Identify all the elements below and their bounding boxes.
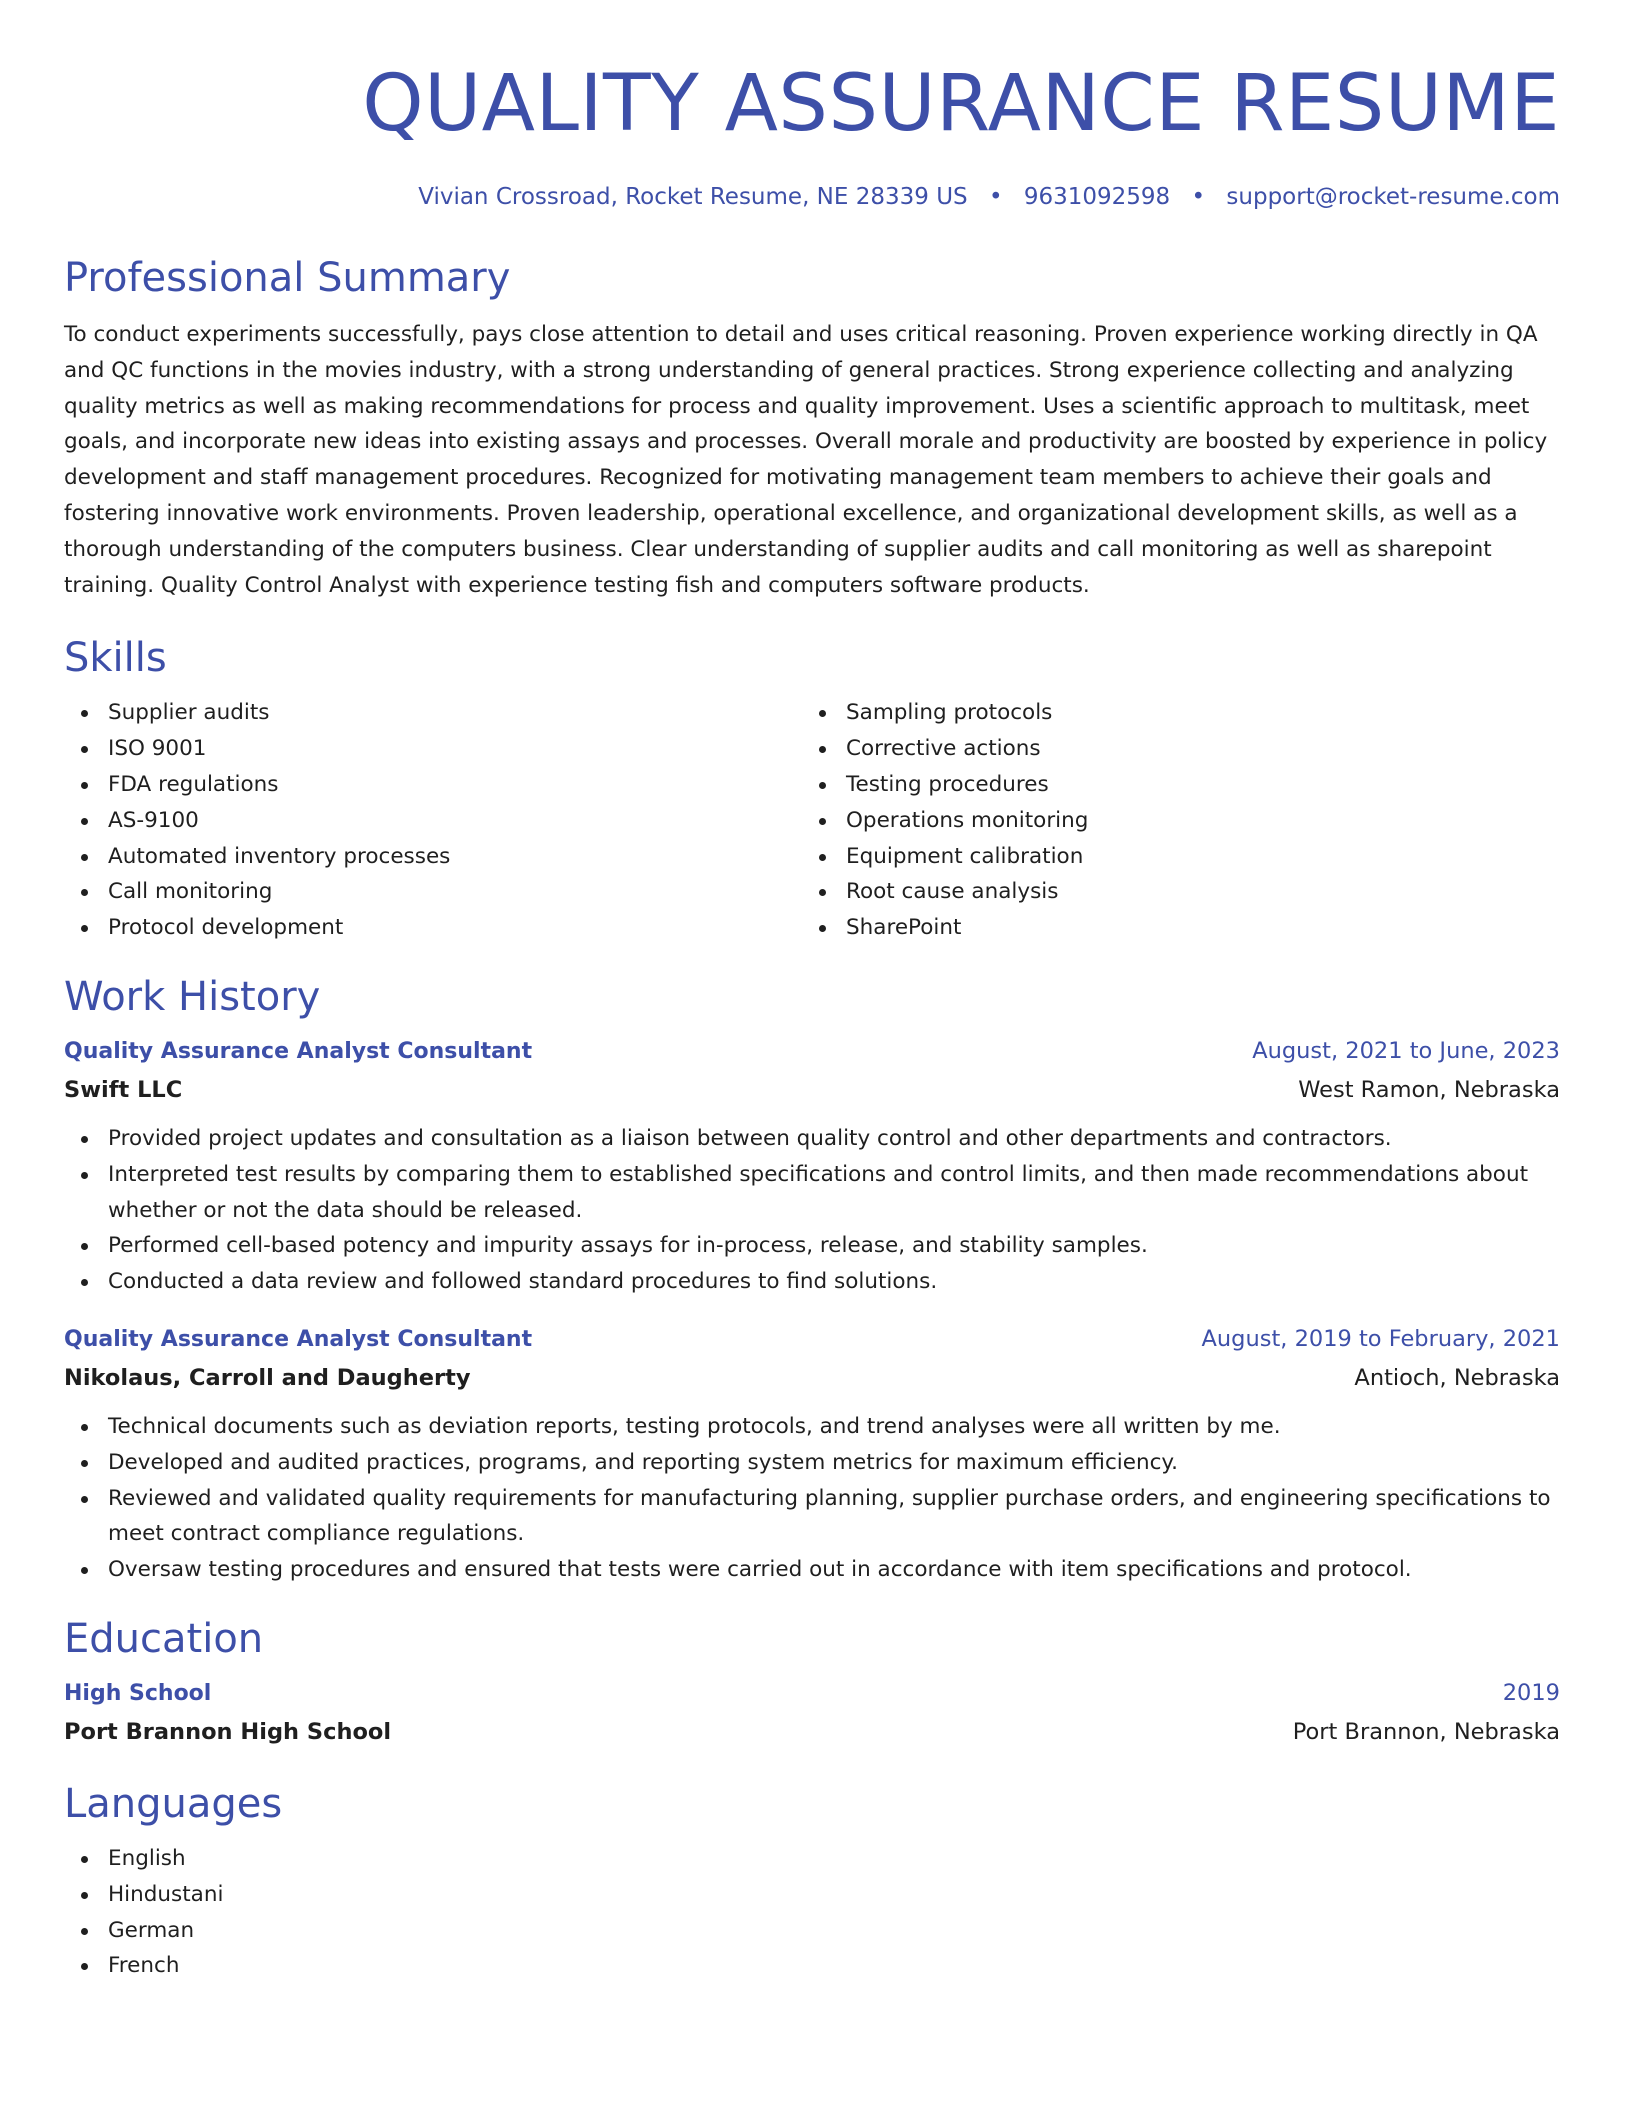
- language-item: French: [64, 1948, 1560, 1984]
- skill-item: Corrective actions: [802, 731, 1540, 767]
- job-dates: August, 2021 to June, 2023: [1252, 1037, 1560, 1064]
- skills-section: [64, 631, 1560, 946]
- education-heading: Education: [64, 1615, 264, 1662]
- job-company-row: [64, 1071, 1560, 1109]
- skills-list-right: [802, 695, 1540, 946]
- job-entry: [64, 1032, 1560, 1300]
- job-location: Antioch, Nebraska: [1354, 1364, 1560, 1391]
- language-item: English: [64, 1841, 1560, 1877]
- skill-item: Equipment calibration: [802, 839, 1540, 875]
- skill-item: SharePoint: [802, 910, 1540, 946]
- contact-separator: •: [1191, 184, 1206, 210]
- job-bullet: Technical documents such as deviation reports, testing protocols, and trend analyses were all written by me.: [64, 1409, 1560, 1445]
- education-degree: High School: [64, 1680, 212, 1706]
- job-bullet: Oversaw testing procedures and ensured that tests were carried out in accordance with item specifications and protocol.: [64, 1552, 1560, 1588]
- job-header-row: [64, 1320, 1560, 1359]
- skill-item: Automated inventory processes: [64, 839, 802, 875]
- skill-item: Protocol development: [64, 910, 802, 946]
- resume-title: QUALITY ASSURANCE RESUME: [362, 59, 1560, 149]
- skill-item: Root cause analysis: [802, 874, 1540, 910]
- education-school-row: [64, 1713, 1560, 1751]
- summary-section: [64, 251, 1560, 603]
- company-name: Nikolaus, Carroll and Daugherty: [64, 1364, 471, 1391]
- languages-heading: Languages: [64, 1780, 283, 1827]
- contact-email: support@rocket-resume.com: [1226, 184, 1560, 210]
- resume-page: [64, 48, 1560, 1984]
- job-bullet: Developed and audited practices, programs, and reporting system metrics for maximum efficiency.: [64, 1445, 1560, 1481]
- contact-phone: 9631092598: [1023, 184, 1171, 210]
- skill-item: AS-9100: [64, 803, 802, 839]
- job-bullet: Provided project updates and consultation as a liaison between quality control and other departments and contractors.: [64, 1121, 1560, 1157]
- contact-line: [64, 180, 1560, 214]
- work-history-section: [64, 970, 1560, 1588]
- work-history-heading: Work History: [64, 973, 321, 1020]
- job-bullet: Reviewed and validated quality requirements for manufacturing planning, supplier purchase orders, and engineering specifications to meet contract compliance regulations.: [64, 1481, 1560, 1553]
- school-location: Port Brannon, Nebraska: [1292, 1718, 1560, 1745]
- language-item: German: [64, 1913, 1560, 1949]
- education-entry: [64, 1674, 1560, 1751]
- contact-address: Vivian Crossroad, Rocket Resume, NE 28339 US: [418, 184, 968, 210]
- skills-heading: Skills: [64, 635, 167, 682]
- education-header-row: [64, 1674, 1560, 1713]
- languages-list: [64, 1841, 1560, 1984]
- skill-item: Sampling protocols: [802, 695, 1540, 731]
- skill-item: FDA regulations: [64, 767, 802, 803]
- skills-columns: [64, 695, 1560, 946]
- skill-item: Call monitoring: [64, 874, 802, 910]
- job-bullet: Performed cell-based potency and impurity assays for in-process, release, and stability samples.: [64, 1228, 1560, 1264]
- job-location: West Ramon, Nebraska: [1298, 1076, 1560, 1103]
- skill-item: ISO 9001: [64, 731, 802, 767]
- language-item: Hindustani: [64, 1877, 1560, 1913]
- languages-section: [64, 1777, 1560, 1984]
- job-title: Quality Assurance Analyst Consultant: [64, 1326, 533, 1352]
- education-year: 2019: [1502, 1679, 1560, 1706]
- summary-text: To conduct experiments successfully, pays close attention to detail and uses critical reasoning. Proven experience working directly in QA and QC functions in the movies industry, with a strong understanding of general practices. Strong experience collecting and analyzing quality metrics as well as making recommendations for process and quality improvement. Uses a scientific approach to multitask, meet goals, and incorporate new ideas into existing assays and processes. Overall morale and productivity are boosted by experience in policy development and staff management procedures. Recognized for motivating management team members to achieve their goals and fostering innovative work environments. Proven leadership, operational excellence, and organizational development skills, as well as a thorough understanding of the computers business. Clear understanding of supplier audits and call monitoring as well as sharepoint training. Quality Control Analyst with experience testing fish and computers software products.: [64, 322, 1548, 598]
- job-bullets: [64, 1121, 1560, 1300]
- education-section: [64, 1612, 1560, 1751]
- skills-list-left: [64, 695, 802, 946]
- job-dates: August, 2019 to February, 2021: [1201, 1325, 1560, 1352]
- job-bullet: Interpreted test results by comparing them to established specifications and control limits, and then made recommendations about whether or not the data should be released.: [64, 1157, 1560, 1229]
- skill-item: Supplier audits: [64, 695, 802, 731]
- contact-separator: •: [988, 184, 1003, 210]
- job-entry: [64, 1320, 1560, 1588]
- school-name: Port Brannon High School: [64, 1718, 392, 1745]
- skill-item: Operations monitoring: [802, 803, 1540, 839]
- job-bullets: [64, 1409, 1560, 1588]
- skill-item: Testing procedures: [802, 767, 1540, 803]
- company-name: Swift LLC: [64, 1076, 183, 1103]
- summary-heading: Professional Summary: [64, 255, 511, 301]
- job-bullet: Conducted a data review and followed standard procedures to find solutions.: [64, 1264, 1560, 1300]
- job-title: Quality Assurance Analyst Consultant: [64, 1038, 533, 1064]
- job-company-row: [64, 1359, 1560, 1397]
- job-header-row: [64, 1032, 1560, 1071]
